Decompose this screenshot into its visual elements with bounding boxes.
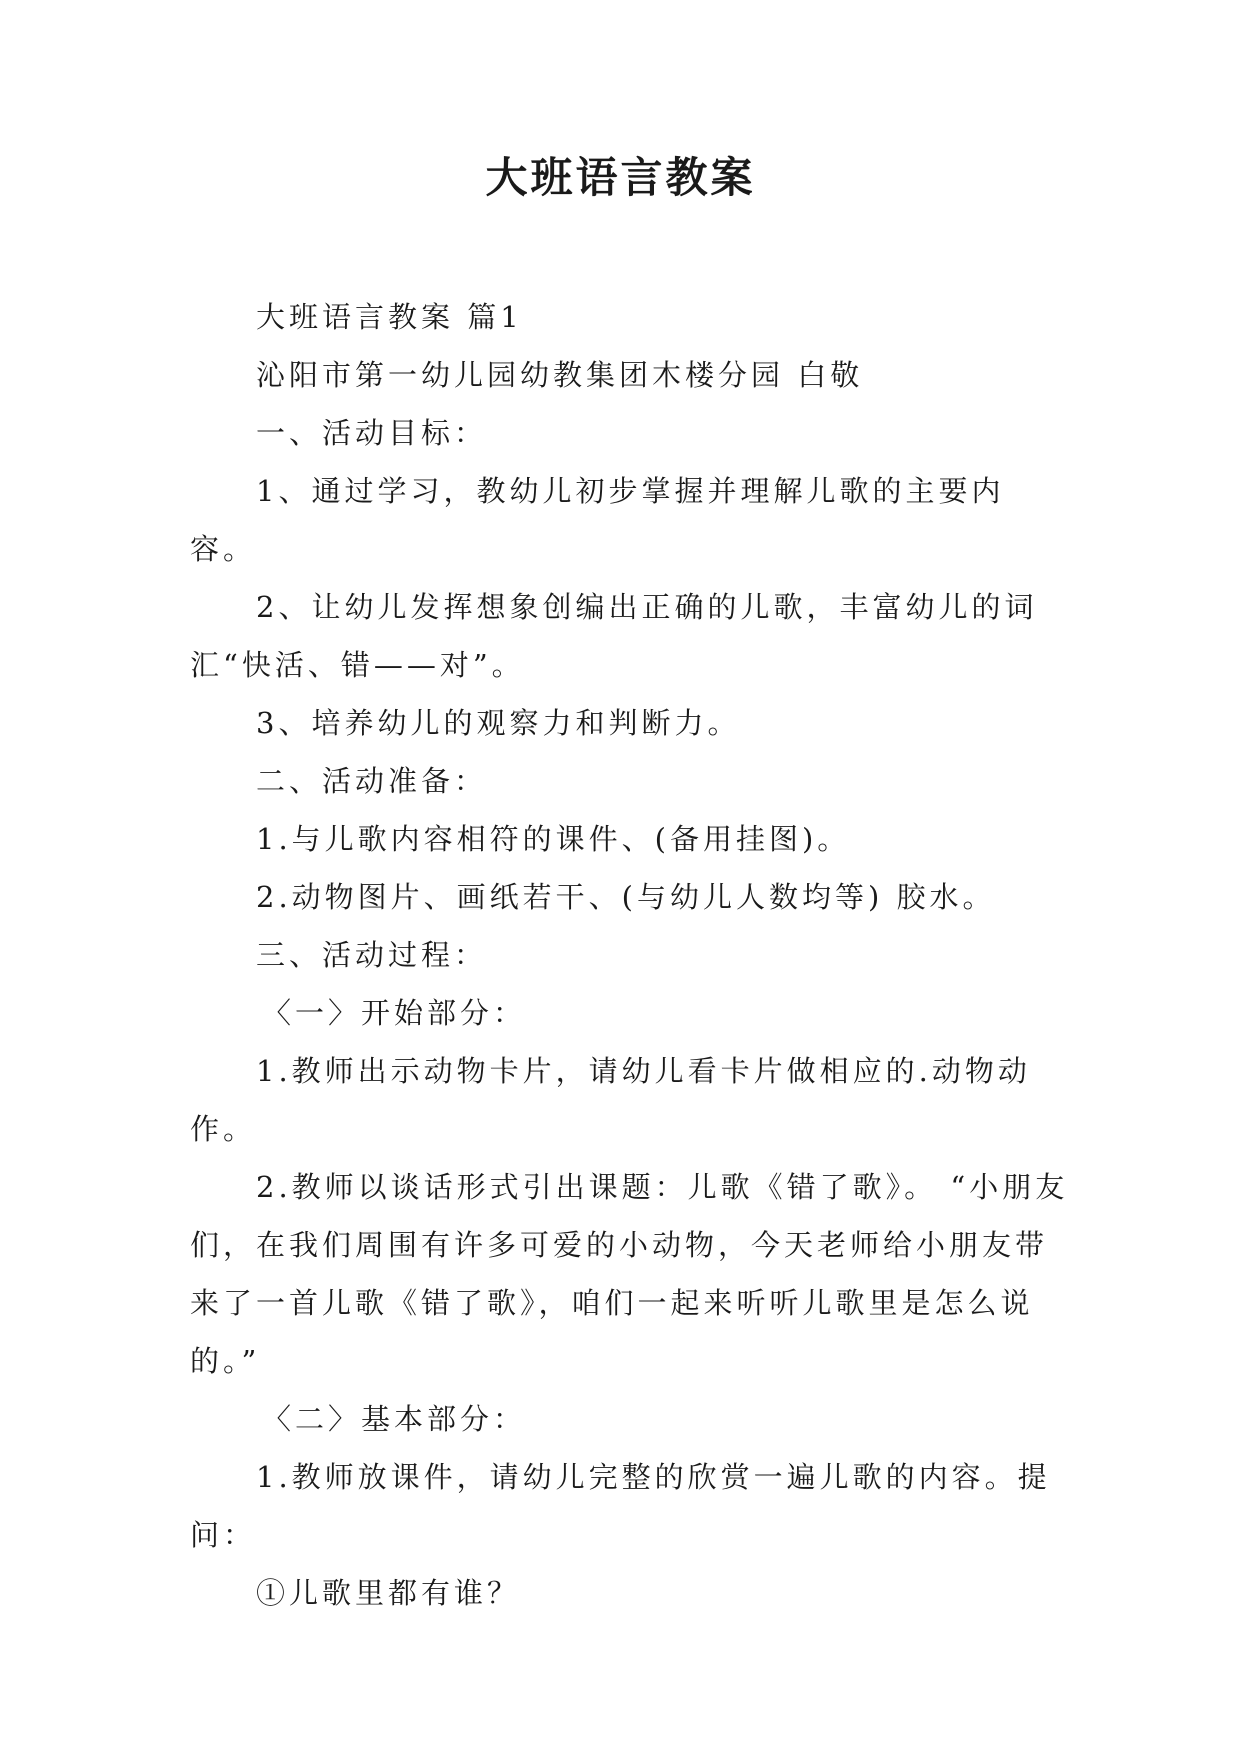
subheading-basic: 〈二〉基本部分： [262, 1402, 527, 1436]
goal-item-1: 1、通过学习，教幼儿初步掌握并理解儿歌的主要内容。 [190, 474, 1005, 566]
preparation-item-1: 1.与儿歌内容相符的课件、(备用挂图)。 [256, 822, 851, 856]
document-title: 大班语言教案 [485, 153, 756, 202]
section-heading-process: 三、活动过程： [256, 938, 488, 972]
goal-item-3: 3、培养幼儿的观察力和判断力。 [256, 706, 741, 740]
process-item-1: 1.教师出示动物卡片，请幼儿看卡片做相应的.动物动作。 [190, 1054, 1031, 1146]
basic-item-1: 1.教师放课件，请幼儿完整的欣赏一遍儿歌的内容。提问： [190, 1460, 1051, 1552]
question-1: ①儿歌里都有谁？ [256, 1576, 521, 1610]
subheading-start: 〈一〉开始部分： [262, 996, 527, 1030]
author-line: 沁阳市第一幼儿园幼教集团木楼分园 白敬 [256, 358, 864, 392]
preparation-item-2: 2.动物图片、画纸若干、(与幼儿人数均等) 胶水。 [256, 880, 996, 914]
goal-item-2: 2、让幼儿发挥想象创编出正确的儿歌，丰富幼儿的词汇“快活、错——对”。 [190, 590, 1038, 682]
process-item-2: 2.教师以谈话形式引出课题：儿歌《错了歌》。 “小朋友们，在我们周围有许多可爱的小动物，今天老师给小朋友带来了一首儿歌《错了歌》，咱们一起来听听儿歌里是怎么说的。” [190, 1170, 1069, 1378]
section-heading-preparation: 二、活动准备： [256, 764, 488, 798]
section-heading-article-1: 大班语言教案 篇1 [256, 300, 523, 334]
document-body [190, 288, 1070, 1622]
section-heading-goals: 一、活动目标： [256, 416, 488, 450]
